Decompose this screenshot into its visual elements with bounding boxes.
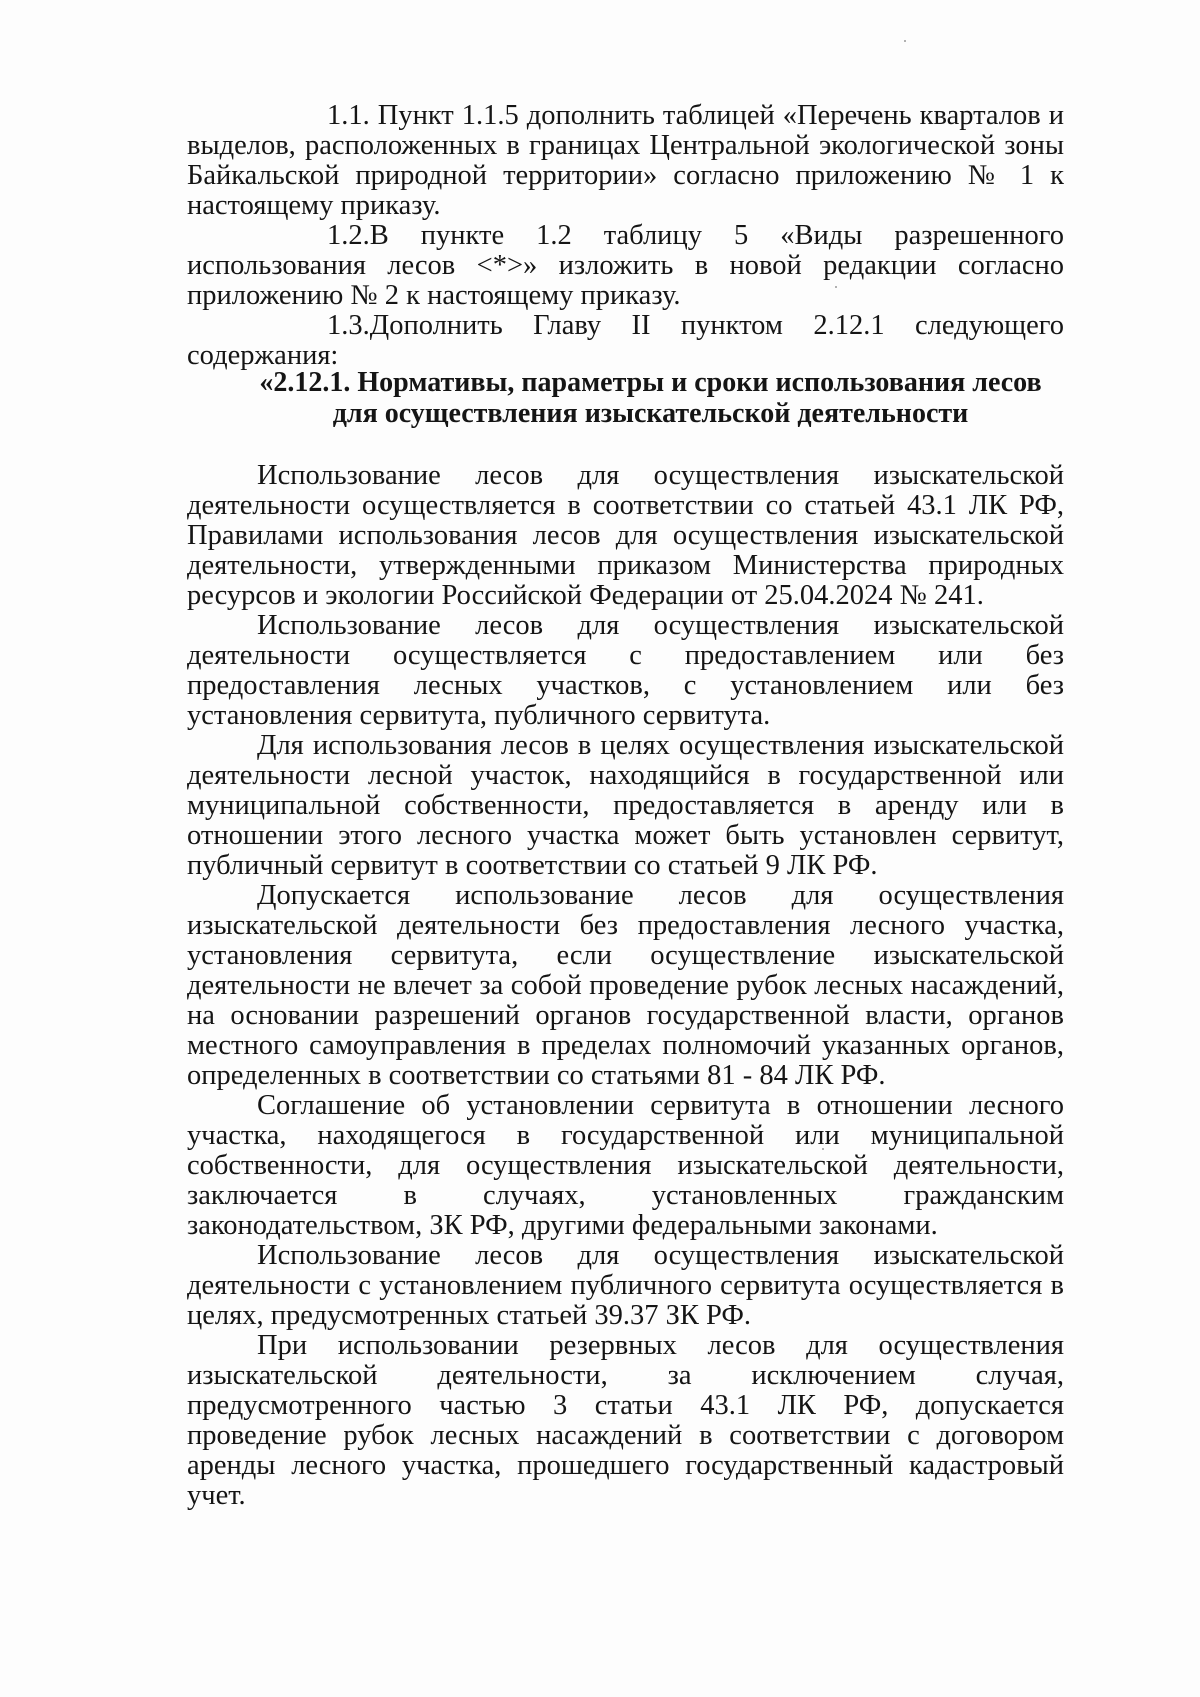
paragraph: Использование лесов для осуществления изыскательской деятельности осуществляется с предоставлением или без предоставления лесных участков, с установлением или без установления сервитута, публичного сервитута. [187, 610, 1064, 731]
heading-line-1: «2.12.1. Нормативы, параметры и сроки использования лесов [259, 367, 1042, 398]
item-1-1 [187, 101, 1064, 221]
paragraph: Для использования лесов в целях осуществления изыскательской деятельности лесной участок, находящийся в государственной или муниципальной собственности, предоставляется в аренду или в отношении этого лесного участка может быть установлен сервитут, публичный сервитут в соответствии со статьей 9 ЛК РФ. [187, 730, 1064, 881]
paragraph: Допускается использование лесов для осуществления изыскательской деятельности без предоставления лесного участка, установления сервитута, если осуществление изыскательской деятельности не влечет за собой проведение рубок лесных насаждений, на основании разрешений органов государственной власти, органов местного самоуправления в пределах полномочий указанных органов, определенных в соответствии со статьями 81 - 84 ЛК РФ. [187, 880, 1064, 1091]
section-heading [187, 367, 1064, 429]
numbered-items [187, 101, 1064, 371]
scan-speck [904, 40, 906, 42]
body-paragraphs [187, 461, 1064, 1511]
item-text: Дополнить Главу II пунктом 2.12.1 следующего содержания: [187, 310, 1064, 371]
item-1-2 [187, 221, 1064, 311]
paragraph: Соглашение об установлении сервитута в отношении лесного участка, находящегося в государственной или муниципальной собственности, для осуществления изыскательской деятельности, заключается в случаях, установленных гражданским законодательством, ЗК РФ, другими федеральными законами. [187, 1090, 1064, 1241]
item-number: 1.1. [327, 100, 370, 131]
paragraph: Использование лесов для осуществления изыскательской деятельности с установлением публичного сервитута осуществляется в целях, предусмотренных статьей 39.37 ЗК РФ. [187, 1240, 1064, 1331]
item-text: Пункт 1.1.5 дополнить таблицей «Перечень кварталов и выделов, расположенных в границах Центральной экологической зоны Байкальской природной территории» согласно приложению № 1 к настоящему приказу. [187, 100, 1064, 221]
item-text: В пункте 1.2 таблицу 5 «Виды разрешенного использования лесов <*>» изложить в новой редакции согласно приложению № 2 к настоящему приказу. [187, 220, 1064, 311]
item-number: 1.3. [327, 310, 370, 341]
paragraph: При использовании резервных лесов для осуществления изыскательской деятельности, за исключением случая, предусмотренного частью 3 статьи 43.1 ЛК РФ, допускается проведение рубок лесных насаждений в соответствии с договором аренды лесного участка, прошедшего государственный кадастровый учет. [187, 1330, 1064, 1511]
heading-line-2: для осуществления изыскательской деятельности [332, 398, 969, 429]
item-1-3 [187, 311, 1064, 371]
paragraph: Использование лесов для осуществления изыскательской деятельности осуществляется в соответствии со статьей 43.1 ЛК РФ, Правилами использования лесов для осуществления изыскательской деятельности, утвержденными приказом Министерства природных ресурсов и экологии Российской Федерации от 25.04.2024 № 241. [187, 460, 1064, 611]
item-number: 1.2. [327, 220, 370, 251]
